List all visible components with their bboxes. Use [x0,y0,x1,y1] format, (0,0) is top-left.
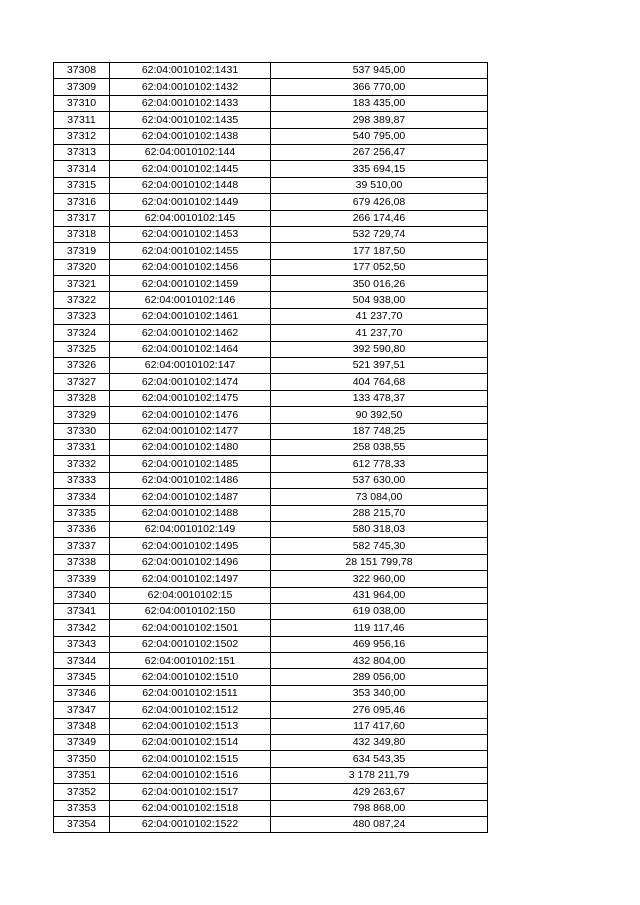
cadastral-number-cell: 62:04:0010102:1495 [110,538,271,554]
cadastral-value-cell: 679 426,08 [271,194,488,210]
cadastral-number-cell: 62:04:0010102:15 [110,587,271,603]
cadastral-value-cell: 798 868,00 [271,800,488,816]
table-row [54,358,488,374]
table-row [54,144,488,160]
table-row [54,292,488,308]
cadastral-number-cell: 62:04:0010102:1496 [110,554,271,570]
row-number-cell: 37314 [54,161,110,177]
table-row [54,587,488,603]
cadastral-number-cell: 62:04:0010102:1477 [110,423,271,439]
cadastral-number-cell: 62:04:0010102:1455 [110,243,271,259]
table-row [54,407,488,423]
table-row [54,784,488,800]
table-row [54,194,488,210]
cadastral-value-cell: 73 084,00 [271,489,488,505]
cadastral-value-cell: 187 748,25 [271,423,488,439]
table-row [54,63,488,79]
row-number-cell: 37345 [54,669,110,685]
table-row [54,505,488,521]
row-number-cell: 37321 [54,276,110,292]
table-row [54,620,488,636]
row-number-cell: 37315 [54,177,110,193]
cadastral-number-cell: 62:04:0010102:1461 [110,308,271,324]
row-number-cell: 37318 [54,226,110,242]
cadastral-value-cell: 392 590,80 [271,341,488,357]
row-number-cell: 37309 [54,79,110,95]
table-row [54,751,488,767]
cadastral-number-cell: 62:04:0010102:1432 [110,79,271,95]
row-number-cell: 37338 [54,554,110,570]
table-row [54,472,488,488]
row-number-cell: 37310 [54,95,110,111]
cadastral-value-cell: 177 052,50 [271,259,488,275]
cadastral-value-cell: 350 016,26 [271,276,488,292]
cadastral-value-cell: 90 392,50 [271,407,488,423]
cadastral-value-cell: 432 349,80 [271,735,488,751]
table-row [54,161,488,177]
cadastral-number-cell: 62:04:0010102:1476 [110,407,271,423]
cadastral-number-cell: 62:04:0010102:1486 [110,472,271,488]
cadastral-value-cell: 177 187,50 [271,243,488,259]
row-number-cell: 37325 [54,341,110,357]
table-row [54,243,488,259]
cadastral-value-cell: 276 095,46 [271,702,488,718]
cadastral-value-cell: 39 510,00 [271,177,488,193]
table-body [54,63,488,833]
cadastral-number-cell: 62:04:0010102:1453 [110,226,271,242]
cadastral-value-cell: 612 778,33 [271,456,488,472]
cadastral-number-cell: 62:04:0010102:1474 [110,374,271,390]
row-number-cell: 37334 [54,489,110,505]
row-number-cell: 37327 [54,374,110,390]
cadastral-value-cell: 41 237,70 [271,325,488,341]
cadastral-value-cell: 258 038,55 [271,439,488,455]
table-row [54,521,488,537]
cadastral-number-cell: 62:04:0010102:1475 [110,390,271,406]
cadastral-number-cell: 62:04:0010102:1487 [110,489,271,505]
cadastral-value-cell: 521 397,51 [271,358,488,374]
cadastral-number-cell: 62:04:0010102:1516 [110,767,271,783]
row-number-cell: 37333 [54,472,110,488]
row-number-cell: 37340 [54,587,110,603]
cadastral-number-cell: 62:04:0010102:144 [110,144,271,160]
row-number-cell: 37352 [54,784,110,800]
cadastral-number-cell: 62:04:0010102:1514 [110,735,271,751]
table-row [54,571,488,587]
table-row [54,112,488,128]
table-row [54,226,488,242]
row-number-cell: 37322 [54,292,110,308]
cadastral-value-cell: 289 056,00 [271,669,488,685]
row-number-cell: 37312 [54,128,110,144]
cadastral-number-cell: 62:04:0010102:1517 [110,784,271,800]
cadastral-number-cell: 62:04:0010102:1433 [110,95,271,111]
table-row [54,439,488,455]
row-number-cell: 37350 [54,751,110,767]
cadastral-value-cell: 119 117,46 [271,620,488,636]
cadastral-value-cell: 267 256,47 [271,144,488,160]
cadastral-value-cell: 429 263,67 [271,784,488,800]
row-number-cell: 37346 [54,685,110,701]
row-number-cell: 37308 [54,63,110,79]
cadastral-number-cell: 62:04:0010102:1435 [110,112,271,128]
table-row [54,718,488,734]
row-number-cell: 37341 [54,603,110,619]
cadastral-value-cell: 288 215,70 [271,505,488,521]
cadastral-number-cell: 62:04:0010102:1448 [110,177,271,193]
cadastral-value-cell: 532 729,74 [271,226,488,242]
cadastral-number-cell: 62:04:0010102:149 [110,521,271,537]
row-number-cell: 37331 [54,439,110,455]
row-number-cell: 37332 [54,456,110,472]
table-row [54,276,488,292]
row-number-cell: 37313 [54,144,110,160]
row-number-cell: 37347 [54,702,110,718]
table-row [54,489,488,505]
row-number-cell: 37354 [54,816,110,832]
row-number-cell: 37311 [54,112,110,128]
cadastral-value-cell: 266 174,46 [271,210,488,226]
cadastral-number-cell: 62:04:0010102:1456 [110,259,271,275]
cadastral-value-cell: 504 938,00 [271,292,488,308]
table-row [54,816,488,832]
cadastral-value-table [53,62,488,833]
table-row [54,554,488,570]
cadastral-value-cell: 480 087,24 [271,816,488,832]
cadastral-value-cell: 28 151 799,78 [271,554,488,570]
cadastral-number-cell: 62:04:0010102:1445 [110,161,271,177]
cadastral-value-cell: 117 417,60 [271,718,488,734]
row-number-cell: 37330 [54,423,110,439]
cadastral-value-cell: 366 770,00 [271,79,488,95]
row-number-cell: 37320 [54,259,110,275]
cadastral-value-cell: 469 956,16 [271,636,488,652]
cadastral-value-cell: 322 960,00 [271,571,488,587]
table-row [54,636,488,652]
table-row [54,685,488,701]
cadastral-value-cell: 41 237,70 [271,308,488,324]
cadastral-number-cell: 62:04:0010102:151 [110,653,271,669]
table-row [54,79,488,95]
row-number-cell: 37353 [54,800,110,816]
cadastral-number-cell: 62:04:0010102:1518 [110,800,271,816]
cadastral-value-cell: 335 694,15 [271,161,488,177]
cadastral-number-cell: 62:04:0010102:1449 [110,194,271,210]
row-number-cell: 37337 [54,538,110,554]
cadastral-number-cell: 62:04:0010102:1464 [110,341,271,357]
table-row [54,456,488,472]
cadastral-number-cell: 62:04:0010102:1501 [110,620,271,636]
cadastral-value-cell: 537 630,00 [271,472,488,488]
table-row [54,735,488,751]
row-number-cell: 37328 [54,390,110,406]
table-row [54,390,488,406]
cadastral-value-cell: 353 340,00 [271,685,488,701]
cadastral-number-cell: 62:04:0010102:145 [110,210,271,226]
cadastral-number-cell: 62:04:0010102:1485 [110,456,271,472]
row-number-cell: 37351 [54,767,110,783]
cadastral-value-cell: 133 478,37 [271,390,488,406]
cadastral-value-cell: 3 178 211,79 [271,767,488,783]
table-row [54,800,488,816]
cadastral-number-cell: 62:04:0010102:1510 [110,669,271,685]
table-row [54,325,488,341]
cadastral-value-cell: 540 795,00 [271,128,488,144]
row-number-cell: 37348 [54,718,110,734]
row-number-cell: 37336 [54,521,110,537]
table-row [54,767,488,783]
row-number-cell: 37335 [54,505,110,521]
table-row [54,308,488,324]
cadastral-number-cell: 62:04:0010102:1511 [110,685,271,701]
cadastral-value-cell: 580 318,03 [271,521,488,537]
cadastral-number-cell: 62:04:0010102:1462 [110,325,271,341]
table-row [54,259,488,275]
row-number-cell: 37344 [54,653,110,669]
table-row [54,423,488,439]
cadastral-value-cell: 432 804,00 [271,653,488,669]
cadastral-value-cell: 183 435,00 [271,95,488,111]
table-row [54,177,488,193]
cadastral-number-cell: 62:04:0010102:1513 [110,718,271,734]
cadastral-value-cell: 582 745,30 [271,538,488,554]
cadastral-number-cell: 62:04:0010102:150 [110,603,271,619]
cadastral-number-cell: 62:04:0010102:1431 [110,63,271,79]
cadastral-number-cell: 62:04:0010102:147 [110,358,271,374]
cadastral-number-cell: 62:04:0010102:1497 [110,571,271,587]
cadastral-value-cell: 404 764,68 [271,374,488,390]
cadastral-number-cell: 62:04:0010102:1515 [110,751,271,767]
table-row [54,341,488,357]
row-number-cell: 37329 [54,407,110,423]
table-row [54,603,488,619]
table-row [54,374,488,390]
cadastral-number-cell: 62:04:0010102:1522 [110,816,271,832]
row-number-cell: 37316 [54,194,110,210]
cadastral-value-cell: 537 945,00 [271,63,488,79]
cadastral-number-cell: 62:04:0010102:1488 [110,505,271,521]
row-number-cell: 37342 [54,620,110,636]
row-number-cell: 37323 [54,308,110,324]
table-row [54,653,488,669]
row-number-cell: 37326 [54,358,110,374]
row-number-cell: 37317 [54,210,110,226]
table-row [54,128,488,144]
cadastral-number-cell: 62:04:0010102:1502 [110,636,271,652]
row-number-cell: 37324 [54,325,110,341]
cadastral-number-cell: 62:04:0010102:1459 [110,276,271,292]
cadastral-number-cell: 62:04:0010102:1512 [110,702,271,718]
cadastral-number-cell: 62:04:0010102:1480 [110,439,271,455]
row-number-cell: 37349 [54,735,110,751]
table-row [54,669,488,685]
row-number-cell: 37339 [54,571,110,587]
row-number-cell: 37343 [54,636,110,652]
cadastral-value-cell: 634 543,35 [271,751,488,767]
table-row [54,702,488,718]
cadastral-value-cell: 619 038,00 [271,603,488,619]
table-row [54,538,488,554]
cadastral-value-cell: 298 389,87 [271,112,488,128]
table-row [54,210,488,226]
cadastral-number-cell: 62:04:0010102:146 [110,292,271,308]
cadastral-value-cell: 431 964,00 [271,587,488,603]
cadastral-number-cell: 62:04:0010102:1438 [110,128,271,144]
table-row [54,95,488,111]
row-number-cell: 37319 [54,243,110,259]
